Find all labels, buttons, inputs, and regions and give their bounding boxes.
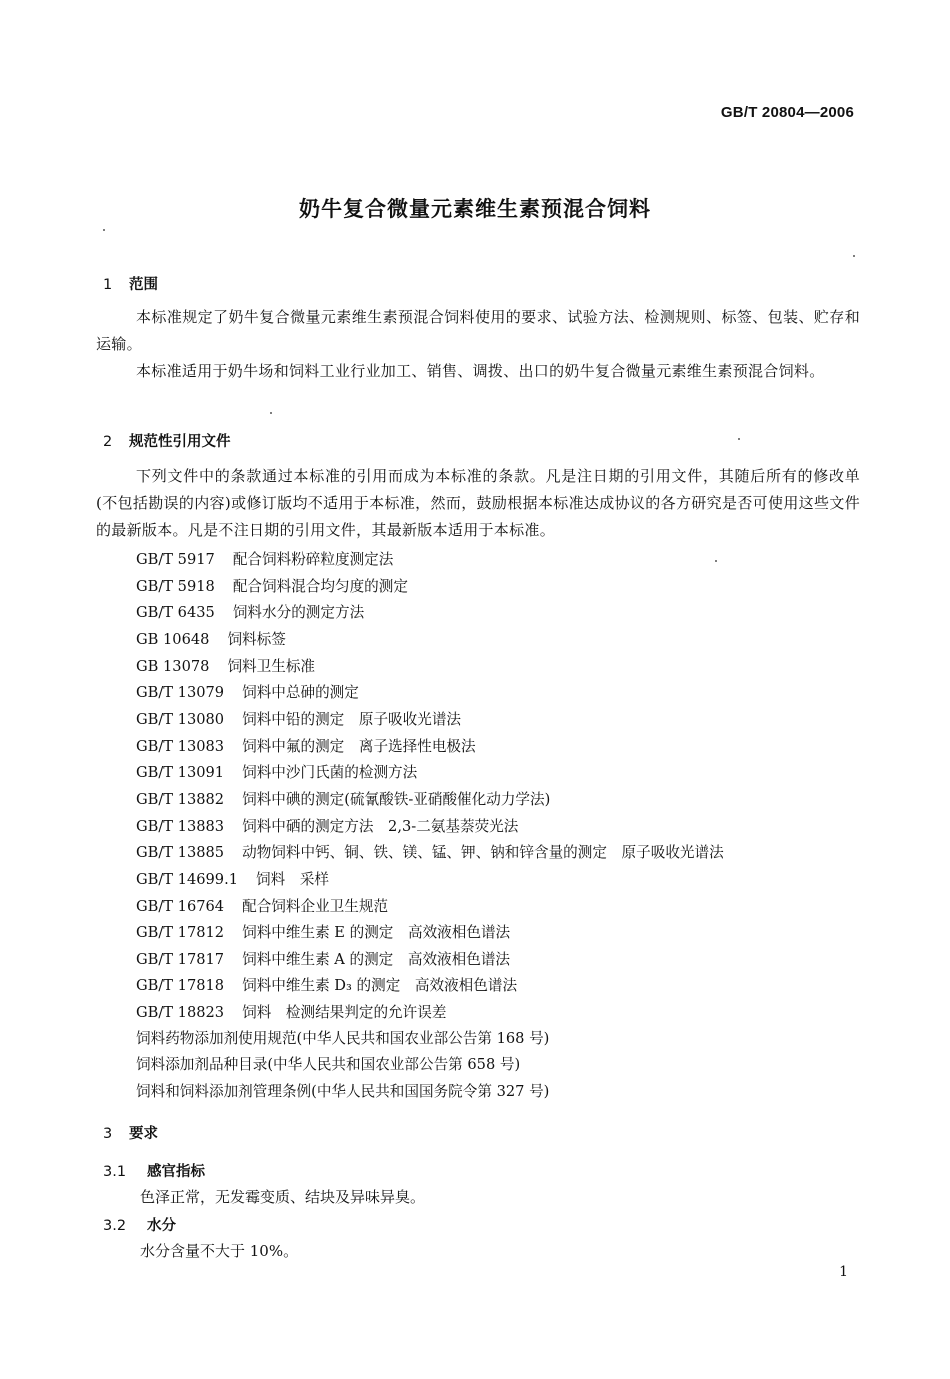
subsection-number: 3.1 — [103, 1164, 127, 1180]
section-number: 3 — [103, 1126, 113, 1142]
reference-item: GB 13078 饲料卫生标准 — [136, 658, 316, 675]
reference-item: GB/T 13883 饲料中硒的测定方法 2,3-二氨基萘荧光法 — [136, 818, 519, 835]
section-number: 2 — [103, 434, 113, 450]
section-1-heading — [103, 273, 158, 294]
subsection-title: 感官指标 — [147, 1164, 205, 1180]
reference-item: GB/T 13091 饲料中沙门氏菌的检测方法 — [136, 764, 418, 781]
page-number: 1 — [839, 1264, 848, 1280]
reference-item: GB/T 18823 饲料 检测结果判定的允许误差 — [136, 1004, 447, 1021]
regulation-item: 饲料药物添加剂使用规范(中华人民共和国农业部公告第 168 号) — [136, 1030, 550, 1047]
scan-speck — [738, 438, 740, 440]
subsection-3-2-heading — [103, 1214, 176, 1235]
subsection-3-1-heading — [103, 1160, 205, 1181]
document-title: 奶牛复合微量元素维生素预混合饲料 — [299, 197, 651, 221]
reference-item: GB/T 13882 饲料中碘的测定(硫氰酸铁-亚硝酸催化动力学法) — [136, 791, 551, 808]
scope-paragraph-2: 本标准适用于奶牛场和饲料工业行业加工、销售、调拨、出口的奶牛复合微量元素维生素预混合饲料。 — [136, 362, 825, 380]
subsection-number: 3.2 — [103, 1218, 127, 1234]
section-title: 范围 — [129, 277, 158, 293]
reference-item: GB/T 13080 饲料中铅的测定 原子吸收光谱法 — [136, 711, 462, 728]
moisture-requirement-text: 水分含量不大于 10%。 — [140, 1242, 299, 1260]
reference-item: GB/T 13083 饲料中氟的测定 离子选择性电极法 — [136, 738, 476, 755]
reference-item: GB/T 6435 饲料水分的测定方法 — [136, 604, 365, 621]
reference-item: GB/T 17817 饲料中维生素 A 的测定 高效液相色谱法 — [136, 951, 511, 968]
reference-item: GB/T 13885 动物饲料中钙、铜、铁、镁、锰、钾、钠和锌含量的测定 原子吸收光谱法 — [136, 844, 724, 861]
sensory-requirement-text: 色泽正常，无发霉变质、结块及异味异臭。 — [140, 1188, 426, 1206]
reference-item: GB/T 13079 饲料中总砷的测定 — [136, 684, 359, 701]
standard-code: GB/T 20804—2006 — [720, 104, 854, 121]
regulation-item: 饲料添加剂品种目录(中华人民共和国农业部公告第 658 号) — [136, 1056, 521, 1073]
subsection-title: 水分 — [147, 1218, 176, 1234]
reference-item: GB/T 5917 配合饲料粉碎粒度测定法 — [136, 551, 394, 568]
scan-speck — [270, 412, 272, 414]
reference-item: GB/T 5918 配合饲料混合均匀度的测定 — [136, 578, 408, 595]
section-title: 规范性引用文件 — [129, 434, 231, 450]
reference-item: GB/T 17818 饲料中维生素 D₃ 的测定 高效液相色谱法 — [136, 977, 518, 994]
references-intro: 下列文件中的条款通过本标准的引用而成为本标准的条款。凡是注日期的引用文件，其随后所有的修改单(不包括勘误的内容)或修订版均不适用于本标准，然而，鼓励根据本标准达成协议的各方研究是否可使用这些文件的最新版本。凡是不注日期的引用文件，其最新版本适用于本标准。 — [96, 467, 860, 539]
reference-item: GB/T 16764 配合饲料企业卫生规范 — [136, 898, 389, 915]
reference-item: GB/T 17812 饲料中维生素 E 的测定 高效液相色谱法 — [136, 924, 511, 941]
regulation-item: 饲料和饲料添加剂管理条例(中华人民共和国国务院令第 327 号) — [136, 1083, 550, 1100]
section-number: 1 — [103, 277, 113, 293]
reference-item: GB 10648 饲料标签 — [136, 631, 286, 648]
section-3-heading — [103, 1122, 158, 1143]
scope-paragraph-1: 本标准规定了奶牛复合微量元素维生素预混合饲料使用的要求、试验方法、检测规则、标签、包装、贮存和运输。 — [96, 308, 860, 353]
section-2-heading — [103, 430, 231, 451]
reference-item: GB/T 14699.1 饲料 采样 — [136, 871, 330, 888]
section-title: 要求 — [129, 1126, 158, 1142]
scan-speck — [715, 560, 717, 562]
scan-speck — [853, 255, 855, 257]
scan-speck — [103, 229, 105, 231]
